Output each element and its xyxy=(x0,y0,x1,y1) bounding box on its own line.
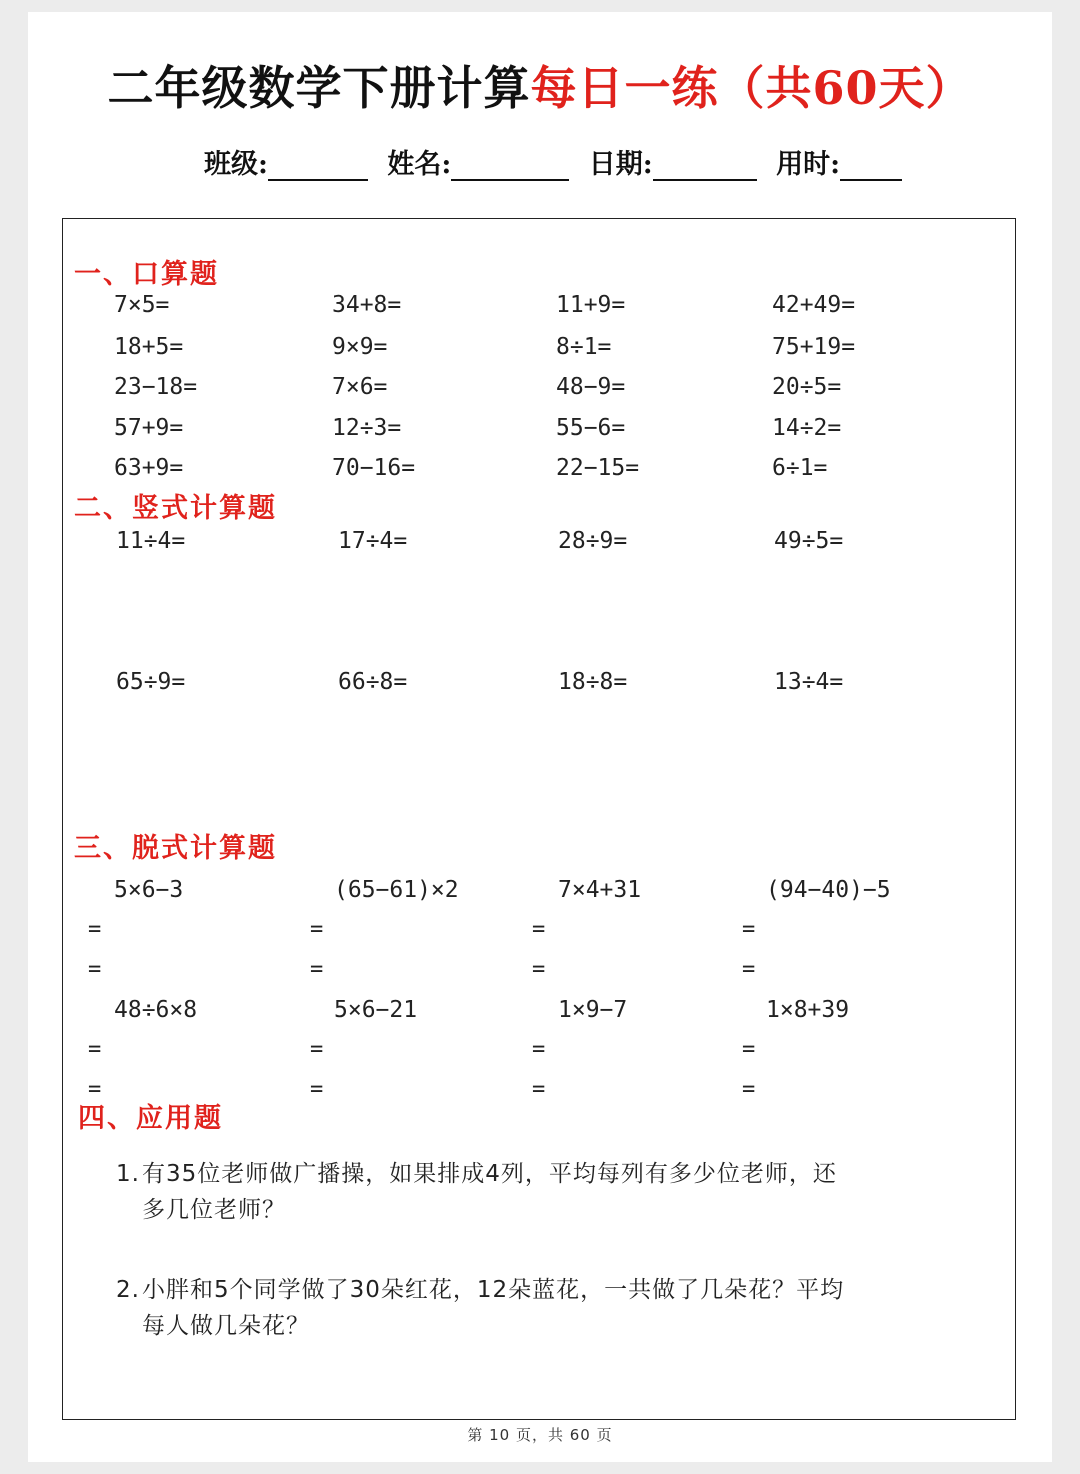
vertical-problem: 65÷9= xyxy=(116,669,186,695)
oral-problem: 18+5= xyxy=(114,334,184,360)
equals-line: = xyxy=(532,1077,546,1102)
word-problem-line2: 每人做几朵花？ xyxy=(142,1313,310,1339)
equals-line: = xyxy=(742,957,756,982)
time-blank[interactable] xyxy=(840,147,902,181)
stepwise-expression: 1×9−7 xyxy=(558,997,628,1023)
word-problem-line1: 小胖和5个同学做了30朵红花，12朵蓝花，一共做了几朵花？平均 xyxy=(142,1277,845,1303)
equals-line: = xyxy=(532,1037,546,1062)
equals-line: = xyxy=(88,957,102,982)
stepwise-expression: 7×4+31 xyxy=(558,877,642,903)
oral-problem: 55−6= xyxy=(556,415,626,441)
title-black: 二年级数学下册计算 xyxy=(107,61,531,115)
stepwise-expression: 5×6−3 xyxy=(114,877,184,903)
oral-problem: 11+9= xyxy=(556,292,626,318)
oral-problem: 22−15= xyxy=(556,455,640,481)
equals-line: = xyxy=(88,1077,102,1102)
time-label: 用时: xyxy=(776,149,841,180)
oral-problem: 6÷1= xyxy=(772,455,828,481)
vertical-problem: 17÷4= xyxy=(338,528,408,554)
oral-problem: 20÷5= xyxy=(772,374,842,400)
vertical-problem: 11÷4= xyxy=(116,528,186,554)
title-red: 每日一练（共60天） xyxy=(530,61,973,115)
name-label: 姓名: xyxy=(387,149,452,180)
student-info-row xyxy=(204,142,912,181)
page-title xyxy=(0,52,1080,118)
section-word-heading: 四、应用题 xyxy=(78,1103,223,1134)
date-blank[interactable] xyxy=(653,147,757,181)
word-problem-number: 2. xyxy=(116,1277,140,1303)
oral-problem: 34+8= xyxy=(332,292,402,318)
equals-line: = xyxy=(532,917,546,942)
word-problem xyxy=(116,1156,936,1228)
equals-line: = xyxy=(310,1077,324,1102)
equals-line: = xyxy=(742,1077,756,1102)
stepwise-expression: 48÷6×8 xyxy=(114,997,198,1023)
oral-problem: 7×5= xyxy=(114,292,170,318)
page-footer: 第 10 页，共 60 页 xyxy=(467,1426,613,1444)
stepwise-expression: (65−61)×2 xyxy=(334,877,459,903)
oral-problem: 63+9= xyxy=(114,455,184,481)
vertical-problem: 13÷4= xyxy=(774,669,844,695)
equals-line: = xyxy=(310,957,324,982)
vertical-problem: 66÷8= xyxy=(338,669,408,695)
section-oral-heading: 一、口算题 xyxy=(74,259,219,290)
vertical-problem: 18÷8= xyxy=(558,669,628,695)
oral-problem: 7×6= xyxy=(332,374,388,400)
stepwise-expression: (94−40)−5 xyxy=(766,877,891,903)
word-problem-number: 1. xyxy=(116,1161,140,1187)
vertical-problem: 28÷9= xyxy=(558,528,628,554)
stepwise-expression: 5×6−21 xyxy=(334,997,418,1023)
vertical-problem: 49÷5= xyxy=(774,528,844,554)
equals-line: = xyxy=(88,1037,102,1062)
oral-problem: 12÷3= xyxy=(332,415,402,441)
oral-problem: 9×9= xyxy=(332,334,388,360)
equals-line: = xyxy=(742,917,756,942)
stepwise-expression: 1×8+39 xyxy=(766,997,850,1023)
equals-line: = xyxy=(88,917,102,942)
word-problem xyxy=(116,1272,936,1344)
oral-problem: 48−9= xyxy=(556,374,626,400)
oral-problem: 42+49= xyxy=(772,292,856,318)
section-stepwise-heading: 三、脱式计算题 xyxy=(74,833,277,864)
oral-problem: 23−18= xyxy=(114,374,198,400)
class-label: 班级: xyxy=(204,149,268,180)
equals-line: = xyxy=(310,1037,324,1062)
oral-problem: 57+9= xyxy=(114,415,184,441)
oral-problem: 8÷1= xyxy=(556,334,612,360)
oral-problem: 75+19= xyxy=(772,334,856,360)
oral-problem: 14÷2= xyxy=(772,415,842,441)
class-blank[interactable] xyxy=(268,147,368,181)
word-problem-line1: 有35位老师做广播操，如果排成4列，平均每列有多少位老师，还 xyxy=(142,1161,837,1187)
section-vertical-heading: 二、竖式计算题 xyxy=(74,493,277,524)
name-blank[interactable] xyxy=(451,147,569,181)
equals-line: = xyxy=(532,957,546,982)
equals-line: = xyxy=(310,917,324,942)
equals-line: = xyxy=(742,1037,756,1062)
exercise-box xyxy=(62,218,1016,1420)
oral-problem: 70−16= xyxy=(332,455,416,481)
date-label: 日期: xyxy=(588,149,653,180)
word-problem-line2: 多几位老师？ xyxy=(142,1197,286,1223)
